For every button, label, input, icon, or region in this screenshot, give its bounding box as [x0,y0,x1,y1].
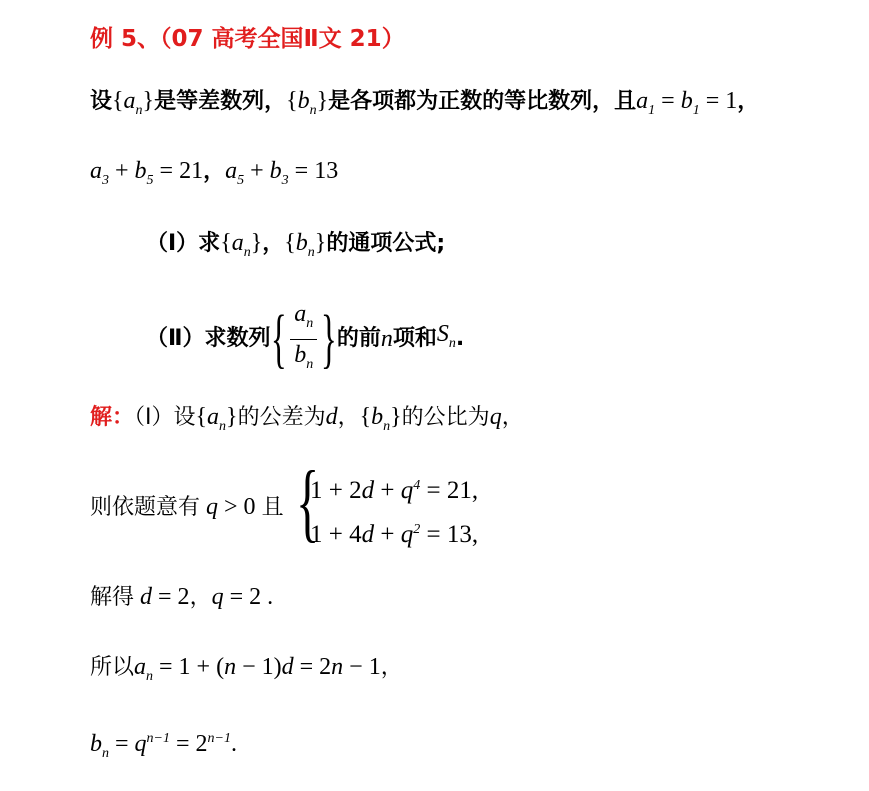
solution-line-1 [90,402,524,442]
d-value: d = 2 [140,584,190,610]
set-b: $\{b_n\}$ [284,230,327,260]
text-so: 所以 [90,655,135,680]
fraction-an-bn: $\frac{a_n}{b_n}$ [290,299,317,380]
part-1-label: （Ⅰ）求 [146,231,221,256]
solution-line-2 [90,492,284,523]
set-a: $\{a_n\}$ [112,88,155,118]
part-1 [146,228,445,268]
right-brace: } [321,302,337,375]
equation-system [296,454,496,551]
set-b: $\{b_n\}$ [359,404,402,434]
comma: ， [737,89,760,114]
text-and: 且 [261,495,284,520]
condition-3: $a_5 + b_3 = 13$ [225,158,339,188]
part-1-tail: 的通项公式; [326,231,446,256]
equation-2: $1 + 4d + q^2 = 13$, [310,521,479,548]
an-formula: $a_n = 1 + (n - 1)d = 2n - 1$ [134,654,381,684]
solution-label: 解： [90,405,135,430]
system-brace: { [296,454,320,551]
text-ratio: 的公比为 [401,405,490,430]
left-brace: { [270,302,287,375]
text-then: 则依题意有 [90,495,201,520]
comma: ， [380,655,403,680]
condition-1: $a_1 = b_1 = 1$ [636,88,738,118]
problem-line-1 [90,86,759,126]
period: . [267,584,274,610]
part-2-tail-b: 项和 [392,326,437,351]
set-a: $\{a_n\}$ [195,404,238,434]
set-a: $\{a_n\}$ [220,230,263,260]
comma: ， [262,231,285,256]
solution-line-3 [90,582,273,613]
equation-1: $1 + 2d + q^4 = 21$, [310,477,479,504]
part-2-tail-a: 的前 [336,326,381,351]
text-intro: 设 [90,89,113,114]
n-var: n [380,326,393,352]
sum-s: $S_n$ [436,321,456,351]
comma: ， [203,159,226,184]
solution-line-4 [90,652,403,692]
solution-part: （Ⅰ）设 [134,405,196,430]
bn-formula: $b_n = q^{n-1} = 2^{n-1}$ [90,731,231,761]
text-geo: 是各项都为正数的等比数列，且 [328,89,637,114]
period: . [455,326,465,351]
part-2-label: （Ⅱ）求数列 [146,326,271,351]
d-var: d [325,404,338,430]
text-solved: 解得 [90,585,135,610]
comma: ， [501,405,524,430]
q-value: q = 2 [211,584,268,610]
q-condition: q > 0 [206,494,262,520]
condition-2: $a_3 + b_5 = 21$ [90,158,204,188]
text-arith: 是等差数列， [154,89,287,114]
period: . [231,731,237,757]
set-b: $\{b_n\}$ [286,88,329,118]
problem-line-2 [90,156,338,196]
comma: ， [337,405,360,430]
solution-line-5 [90,724,237,769]
comma: ， [189,585,212,610]
q-var: q [489,404,502,430]
example-title: 例 5、（07 高考全国Ⅱ文 21） [90,26,405,52]
part-2 [146,294,464,374]
text-diff: 的公差为 [237,405,326,430]
